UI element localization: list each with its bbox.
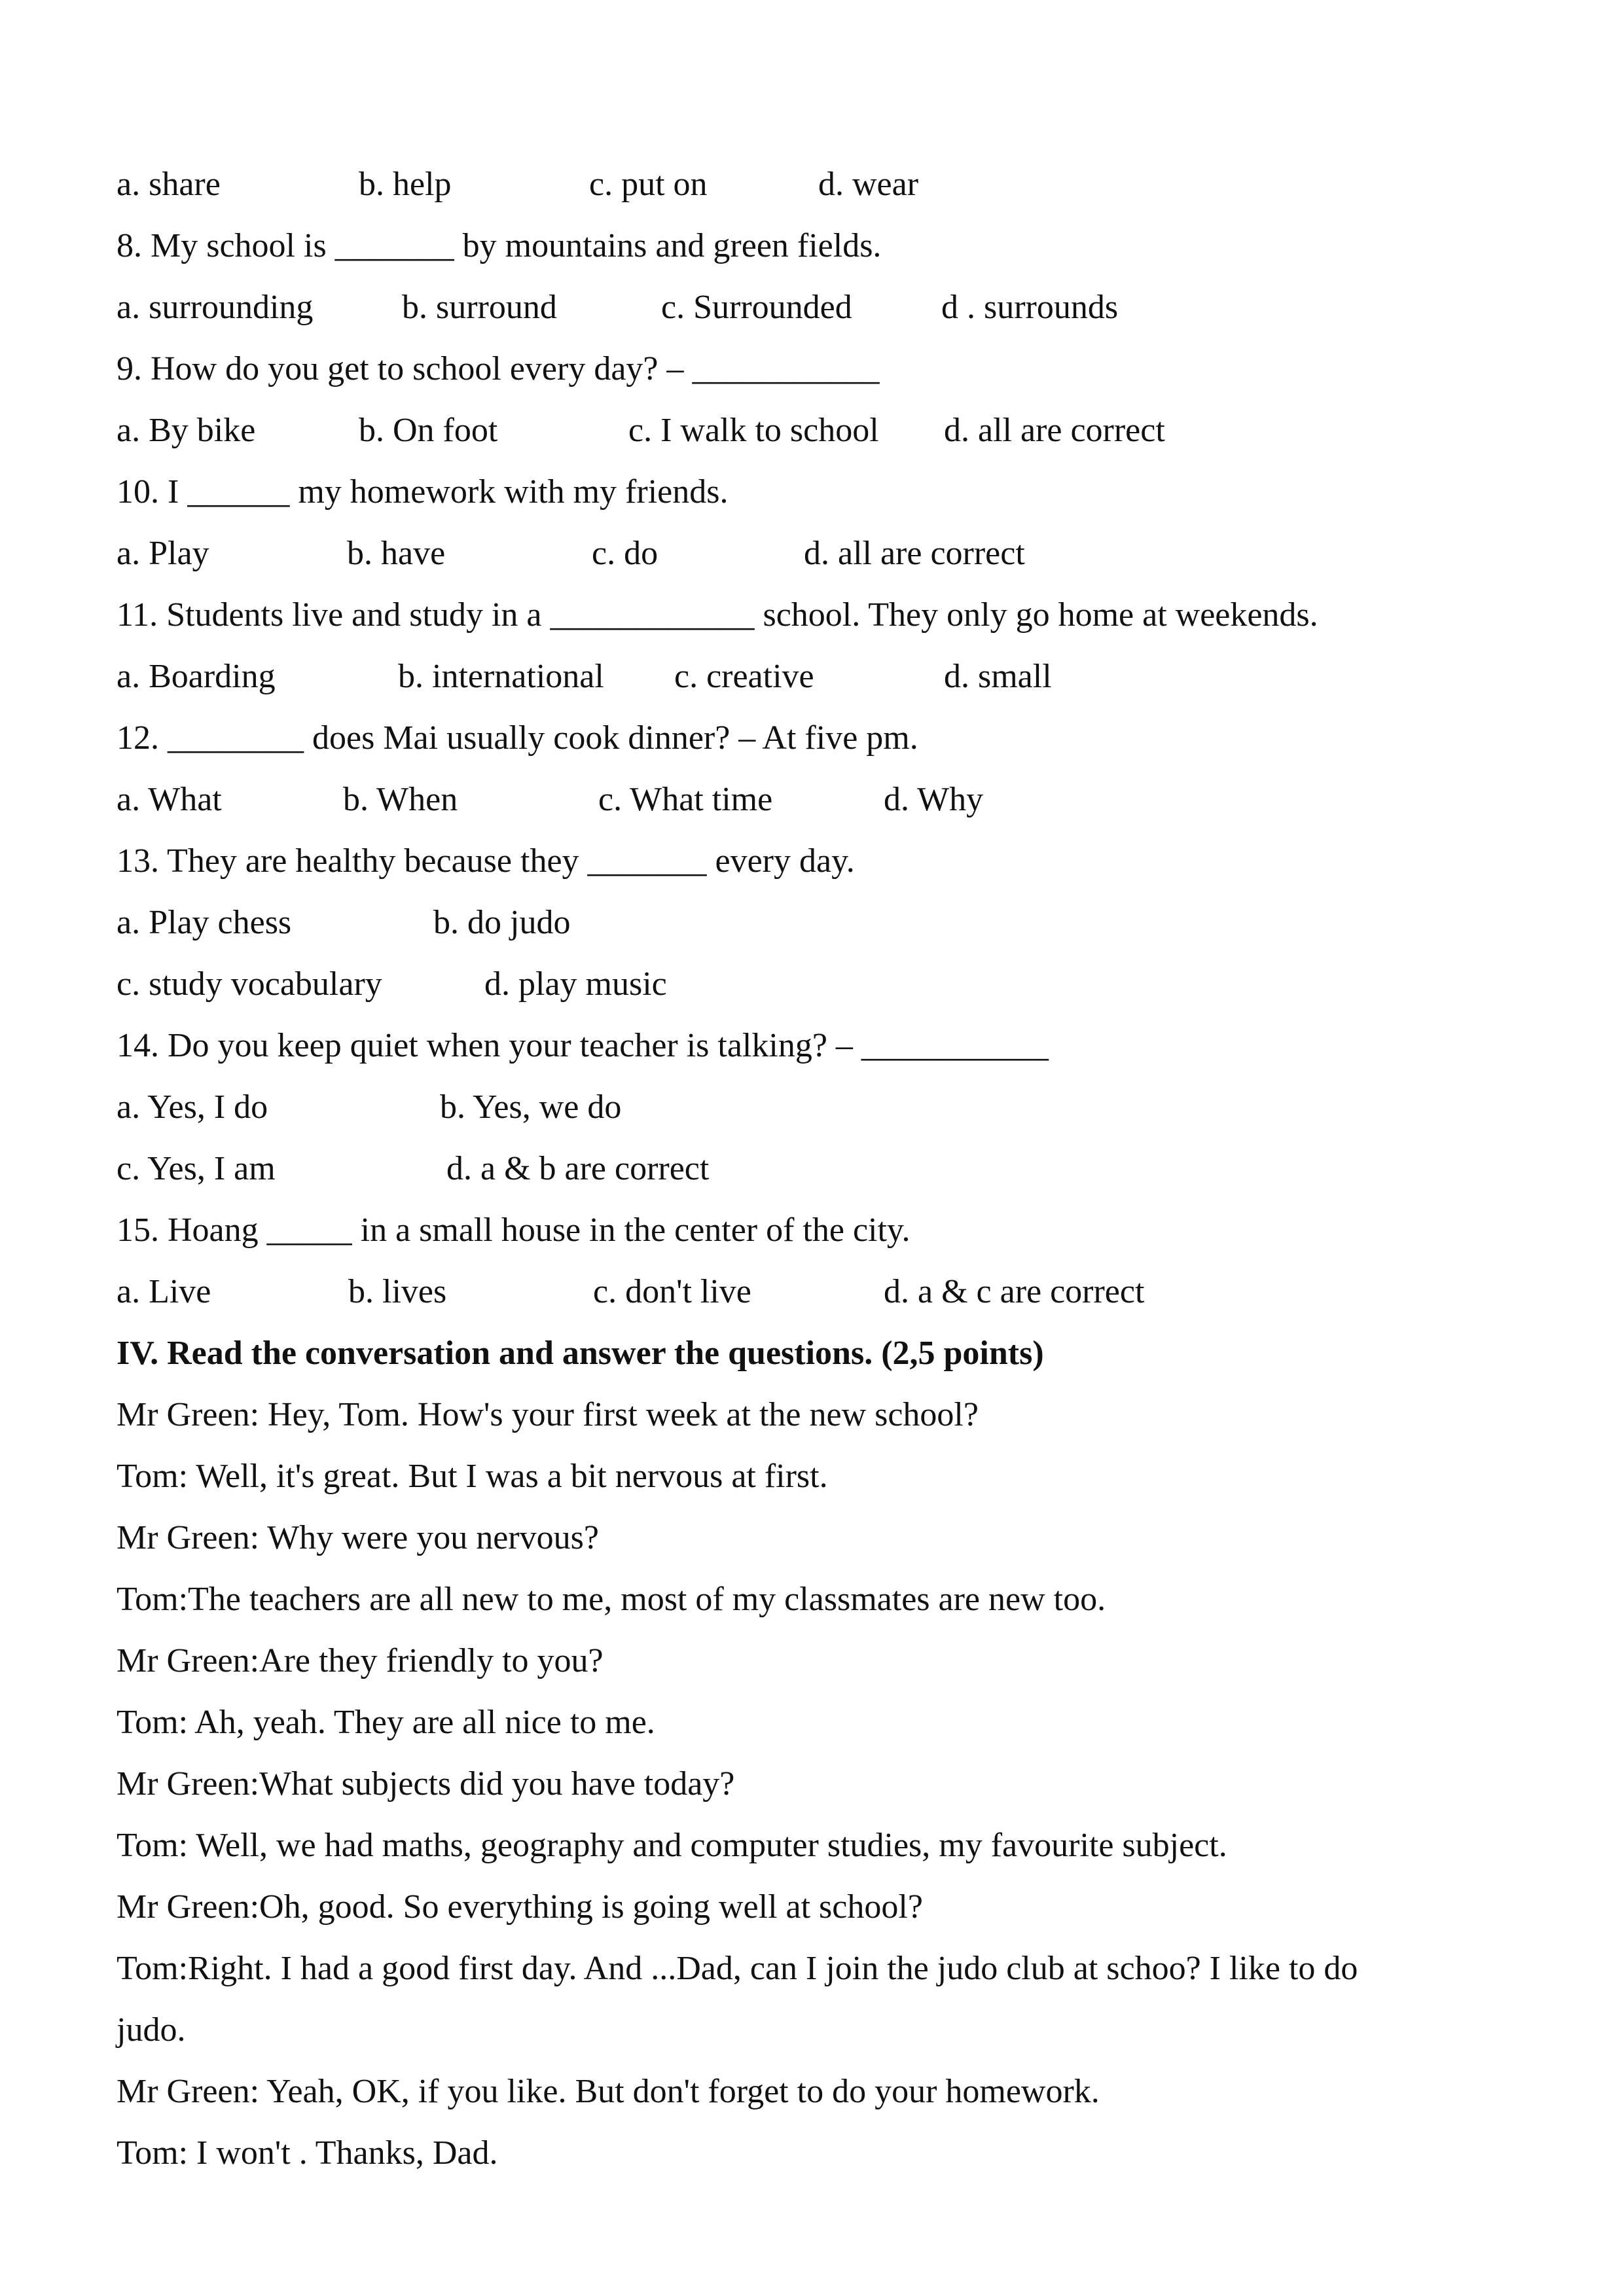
question-stem: 13. They are healthy because they _______ every day. xyxy=(117,842,855,880)
conversation-line: Tom:The teachers are all new to me, most of my classmates are new too. xyxy=(117,1581,1106,1618)
option-c: c. Surrounded xyxy=(661,289,852,326)
question-stem: 12. ________ does Mai usually cook dinner? – At five pm. xyxy=(117,719,918,757)
option-a: a. By bike xyxy=(117,412,256,449)
conversation-line: Mr Green: Hey, Tom. How's your first week at the new school? xyxy=(117,1396,979,1433)
conversation-line: Mr Green: Yeah, OK, if you like. But don't forget to do your homework. xyxy=(117,2073,1100,2110)
option-b: b. help xyxy=(359,166,452,203)
option-d: d. a & b are correct xyxy=(446,1150,710,1187)
option-d: d. wear xyxy=(818,166,919,203)
option-b: b. surround xyxy=(402,289,557,326)
conversation-line: Tom:Right. I had a good first day. And ...Dad, can I join the judo club at schoo? I like to do xyxy=(117,1950,1358,1987)
conversation-line: Mr Green:Are they friendly to you? xyxy=(117,1642,604,1679)
option-a: a. Play xyxy=(117,535,209,572)
conversation-line: Mr Green:What subjects did you have today? xyxy=(117,1765,735,1803)
option-b: b. Yes, we do xyxy=(440,1088,622,1126)
option-b: b. When xyxy=(343,781,458,818)
option-c: c. creative xyxy=(674,658,814,695)
option-a: a. What xyxy=(117,781,222,818)
option-d: d . surrounds xyxy=(941,289,1119,326)
conversation-line: judo. xyxy=(117,2011,186,2049)
option-d: d. Why xyxy=(884,781,984,818)
option-c: c. I walk to school xyxy=(628,412,879,449)
option-b: b. have xyxy=(347,535,446,572)
section-heading: IV. Read the conversation and answer the questions. (2,5 points) xyxy=(117,1335,1044,1372)
question-stem: 9. How do you get to school every day? – ___________ xyxy=(117,350,880,387)
option-a: a. Live xyxy=(117,1273,211,1310)
conversation-line: Tom: Well, it's great. But I was a bit nervous at first. xyxy=(117,1458,828,1495)
option-b: b. On foot xyxy=(359,412,498,449)
option-b: b. international xyxy=(398,658,604,695)
option-a: a. surrounding xyxy=(117,289,314,326)
option-c: c. do xyxy=(592,535,659,572)
option-c: c. don't live xyxy=(593,1273,751,1310)
question-stem: 15. Hoang _____ in a small house in the center of the city. xyxy=(117,1211,911,1249)
option-b: b. do judo xyxy=(433,904,571,941)
option-d: d. a & c are correct xyxy=(884,1273,1145,1310)
question-stem: 10. I ______ my homework with my friends. xyxy=(117,473,729,511)
option-c: c. study vocabulary xyxy=(117,965,382,1003)
option-d: d. all are correct xyxy=(804,535,1025,572)
conversation-line: Tom: I won't . Thanks, Dad. xyxy=(117,2134,498,2172)
option-d: d. small xyxy=(944,658,1052,695)
option-c: c. What time xyxy=(598,781,773,818)
option-c: c. Yes, I am xyxy=(117,1150,276,1187)
conversation-line: Mr Green:Oh, good. So everything is going well at school? xyxy=(117,1888,923,1926)
question-stem: 14. Do you keep quiet when your teacher is talking? – ___________ xyxy=(117,1027,1049,1064)
conversation-line: Tom: Ah, yeah. They are all nice to me. xyxy=(117,1704,655,1741)
option-d: d. all are correct xyxy=(944,412,1165,449)
question-stem: 8. My school is _______ by mountains and green fields. xyxy=(117,227,882,264)
conversation-line: Mr Green: Why were you nervous? xyxy=(117,1519,599,1556)
option-a: a. Play chess xyxy=(117,904,292,941)
option-d: d. play music xyxy=(484,965,667,1003)
option-b: b. lives xyxy=(348,1273,447,1310)
conversation-line: Tom: Well, we had maths, geography and computer studies, my favourite subject. xyxy=(117,1827,1227,1864)
question-stem: 11. Students live and study in a ____________ school. They only go home at weekends. xyxy=(117,596,1318,634)
option-a: a. Boarding xyxy=(117,658,276,695)
option-c: c. put on xyxy=(589,166,708,203)
option-a: a. share xyxy=(117,166,221,203)
option-a: a. Yes, I do xyxy=(117,1088,268,1126)
